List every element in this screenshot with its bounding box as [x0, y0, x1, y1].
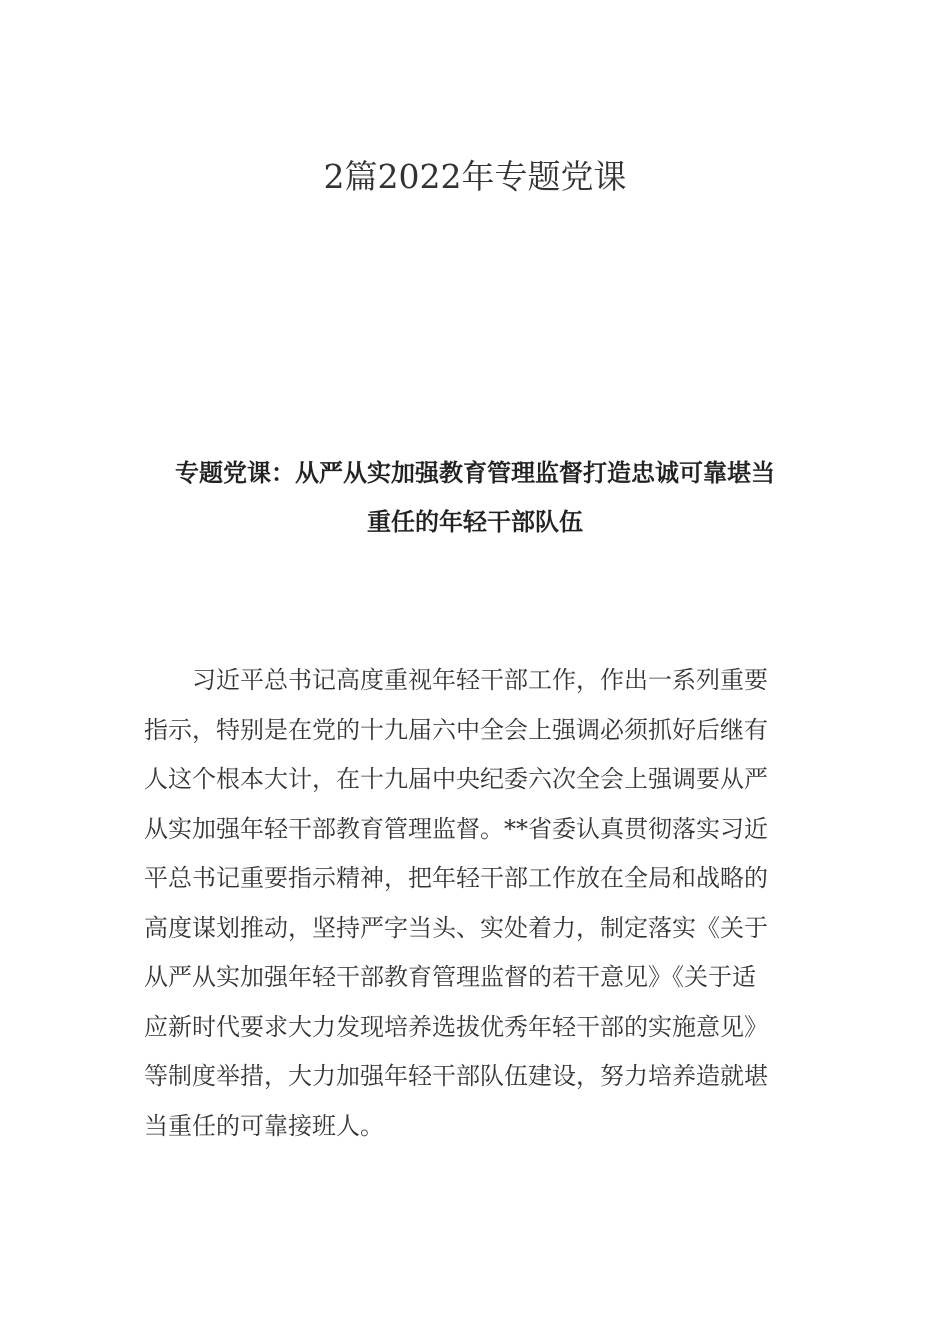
paragraph-line: 当重任的可靠接班人。 — [144, 1111, 384, 1140]
paragraph-line: 习近平总书记高度重视年轻干部工作，作出一系列重要 — [192, 666, 768, 694]
body-paragraph — [144, 656, 809, 1151]
paragraph-line: 应新时代要求大力发现培养选拔优秀年轻干部的实施意见》 — [144, 1012, 768, 1041]
section-heading — [130, 448, 820, 546]
paragraph-line: 从实加强年轻干部教育管理监督。**省委认真贯彻落实习近 — [144, 814, 768, 843]
paragraph-line: 高度谋划推动，坚持严字当头、实处着力，制定落实《关于 — [144, 913, 768, 942]
document-title: 2篇2022年专题党课 — [323, 157, 627, 196]
paragraph-line: 人这个根本大计，在十九届中央纪委六次全会上强调要从严 — [144, 765, 768, 793]
paragraph-line: 从严从实加强年轻干部教育管理监督的若干意见》《关于适 — [144, 963, 756, 991]
paragraph-line: 等制度举措，大力加强年轻干部队伍建设，努力培养造就堪 — [144, 1062, 768, 1090]
paragraph-line: 平总书记重要指示精神，把年轻干部工作放在全局和战略的 — [144, 864, 768, 892]
section-heading-line-2: 重任的年轻干部队伍 — [367, 507, 583, 536]
paragraph-line: 指示，特别是在党的十九届六中全会上强调必须抓好后继有 — [144, 715, 768, 744]
section-heading-line-1: 专题党课：从严从实加强教育管理监督打造忠诚可靠堪当 — [175, 458, 775, 487]
